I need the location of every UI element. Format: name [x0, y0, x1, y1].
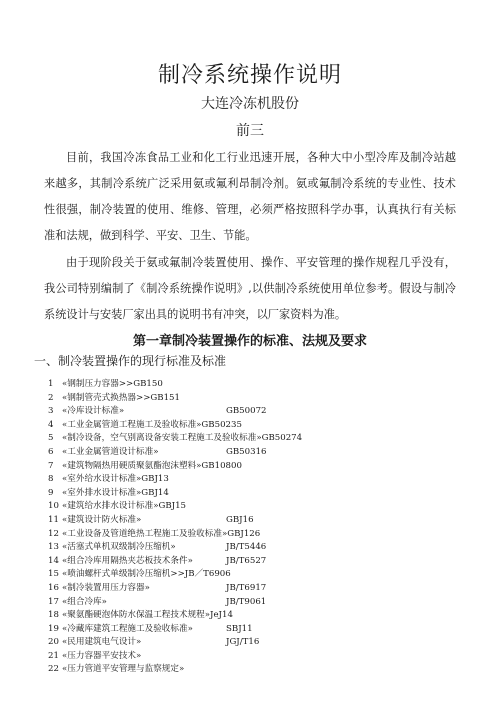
- standard-title: «喷油螺杆式单级制冷压缩机>>JB／T6906: [62, 569, 231, 580]
- standard-number: 9: [48, 487, 54, 498]
- standard-item: [48, 432, 468, 446]
- standard-title: «制冷装置用压力容器»: [62, 582, 150, 593]
- standard-item: [48, 609, 468, 623]
- standard-item: [48, 568, 468, 582]
- standard-number: 18: [48, 610, 59, 621]
- standard-title: «钢制管壳式换热器>>GB151: [62, 392, 180, 403]
- standard-title: «组合冷库用隔热夹芯板技术条件»: [62, 555, 193, 566]
- intro-paragraph-1: 目前，我国冷冻食品工业和化工行业迅速开展，各种大中小型冷库及制冷站越来越多，其制冷系统广泛采用氨或氟利昂制冷剂。氨或氟制冷系统的专业性、技术性很强，制冷装置的使用、维修、管理，必须严格按照科学办事，认真执行有关标准和法规，做到科学、平安、卫生、节能。: [44, 151, 456, 242]
- standard-title: «聚氨酯硬泡体防水保温工程技术规程»JeJ14: [62, 610, 233, 621]
- intro-paragraph-2: 由于现阶段关于氨或氟制冷装置使用、操作、平安管理的操作规程几乎没有，我公司特别编制了《制冷系统操作说明》,以供制冷系统使用单位参考。假设与制冷系统设计与安装厂家出具的说明书有冲突，以厂家资料为准。: [44, 256, 456, 321]
- standard-number: 22: [48, 664, 59, 675]
- standards-list: [48, 378, 468, 677]
- standard-item: [48, 473, 468, 487]
- standard-title: «钢制压力容器>>GB150: [62, 379, 163, 389]
- standard-title: «工业金属管道工程施工及验收标准»GB50235: [62, 419, 242, 430]
- standard-item: [48, 528, 468, 542]
- standard-code: SBJ11: [226, 623, 253, 634]
- standard-title: «工业金属管道设计标准»: [62, 446, 159, 457]
- section-heading: 一、制冷装置操作的现行标准及标准: [34, 354, 227, 368]
- standard-number: 11: [48, 514, 59, 525]
- standard-item: [48, 419, 468, 433]
- standard-code: GBJ16: [226, 514, 254, 525]
- standard-number: 14: [48, 555, 59, 566]
- standard-item: [48, 514, 468, 528]
- standard-item: [48, 663, 468, 677]
- standard-number: 8: [48, 474, 54, 485]
- standard-item: [48, 596, 468, 610]
- standard-item: [48, 555, 468, 569]
- standard-number: 1: [48, 379, 54, 389]
- document-title: 制冷系统操作说明: [157, 63, 342, 88]
- standard-code: GB50072: [226, 406, 267, 417]
- standard-code: JB/T9061: [226, 596, 267, 607]
- preface-heading: 前三: [236, 123, 264, 139]
- standard-number: 6: [48, 446, 54, 457]
- standard-title: «建筑设计防火标准»: [62, 514, 142, 525]
- standard-number: 3: [48, 406, 54, 417]
- standard-code: JB/T5446: [226, 542, 267, 553]
- standard-number: 17: [48, 596, 59, 607]
- standard-title: «室外给水设计标准»GBJ13: [62, 474, 169, 485]
- standard-number: 12: [48, 528, 59, 539]
- standard-title: «制冷设备，空气别离设备安装工程施工及验收标准»GB50274: [62, 433, 303, 444]
- standard-number: 2: [48, 392, 54, 403]
- standard-item: [48, 650, 468, 664]
- standard-title: «民用建筑电气设计»: [62, 637, 142, 648]
- standard-item: [48, 405, 468, 419]
- standard-title: «工业设备及管道绝热工程施工及验收标准»GBJ126: [62, 528, 261, 539]
- standard-number: 4: [48, 419, 54, 430]
- standard-item: [48, 460, 468, 474]
- standard-item: [48, 446, 468, 460]
- standard-number: 16: [48, 582, 59, 593]
- chapter-heading: 第一章制冷装置操作的标准、法规及要求: [132, 334, 367, 349]
- standard-code: GB50316: [226, 446, 267, 457]
- standard-item: [48, 487, 468, 501]
- standard-number: 21: [48, 650, 59, 661]
- standard-title: «室外排水设计标准»GBJ14: [62, 487, 169, 498]
- standard-item: [48, 392, 468, 406]
- standard-code: JGJ/T16: [226, 637, 260, 648]
- standard-number: 10: [48, 501, 59, 512]
- standard-item: [48, 500, 468, 514]
- standard-title: «压力容器平安技术»: [62, 650, 142, 661]
- standard-title: «压力管道平安管理与监察规定»: [62, 664, 185, 675]
- standard-number: 20: [48, 637, 59, 648]
- standard-code: JB/T6917: [226, 582, 267, 593]
- standard-code: JB/T6527: [226, 555, 267, 566]
- standard-number: 19: [48, 623, 59, 634]
- standard-item: [48, 541, 468, 555]
- standard-title: «建筑给水排水设计标准»GBJ15: [62, 501, 187, 512]
- standard-number: 13: [48, 542, 59, 553]
- standard-title: «组合冷库»: [62, 596, 107, 607]
- standard-title: «建筑物隔热用硬质聚氨酯泡沫塑料»GB10800: [62, 460, 242, 471]
- standard-number: 5: [48, 433, 54, 444]
- standard-number: 7: [48, 460, 54, 471]
- standard-number: 15: [48, 569, 59, 580]
- standard-item: [48, 636, 468, 650]
- standard-title: «冷库设计标准»: [62, 406, 125, 417]
- standard-item: [48, 623, 468, 637]
- standard-item: [48, 582, 468, 596]
- company-name: 大连冷冻机股份: [201, 96, 299, 112]
- standard-title: «冷藏库建筑工程施工及验收标准»: [62, 623, 193, 634]
- standard-item: [48, 378, 468, 392]
- standard-title: «活塞式单机双级制冷压缩机»: [62, 542, 176, 553]
